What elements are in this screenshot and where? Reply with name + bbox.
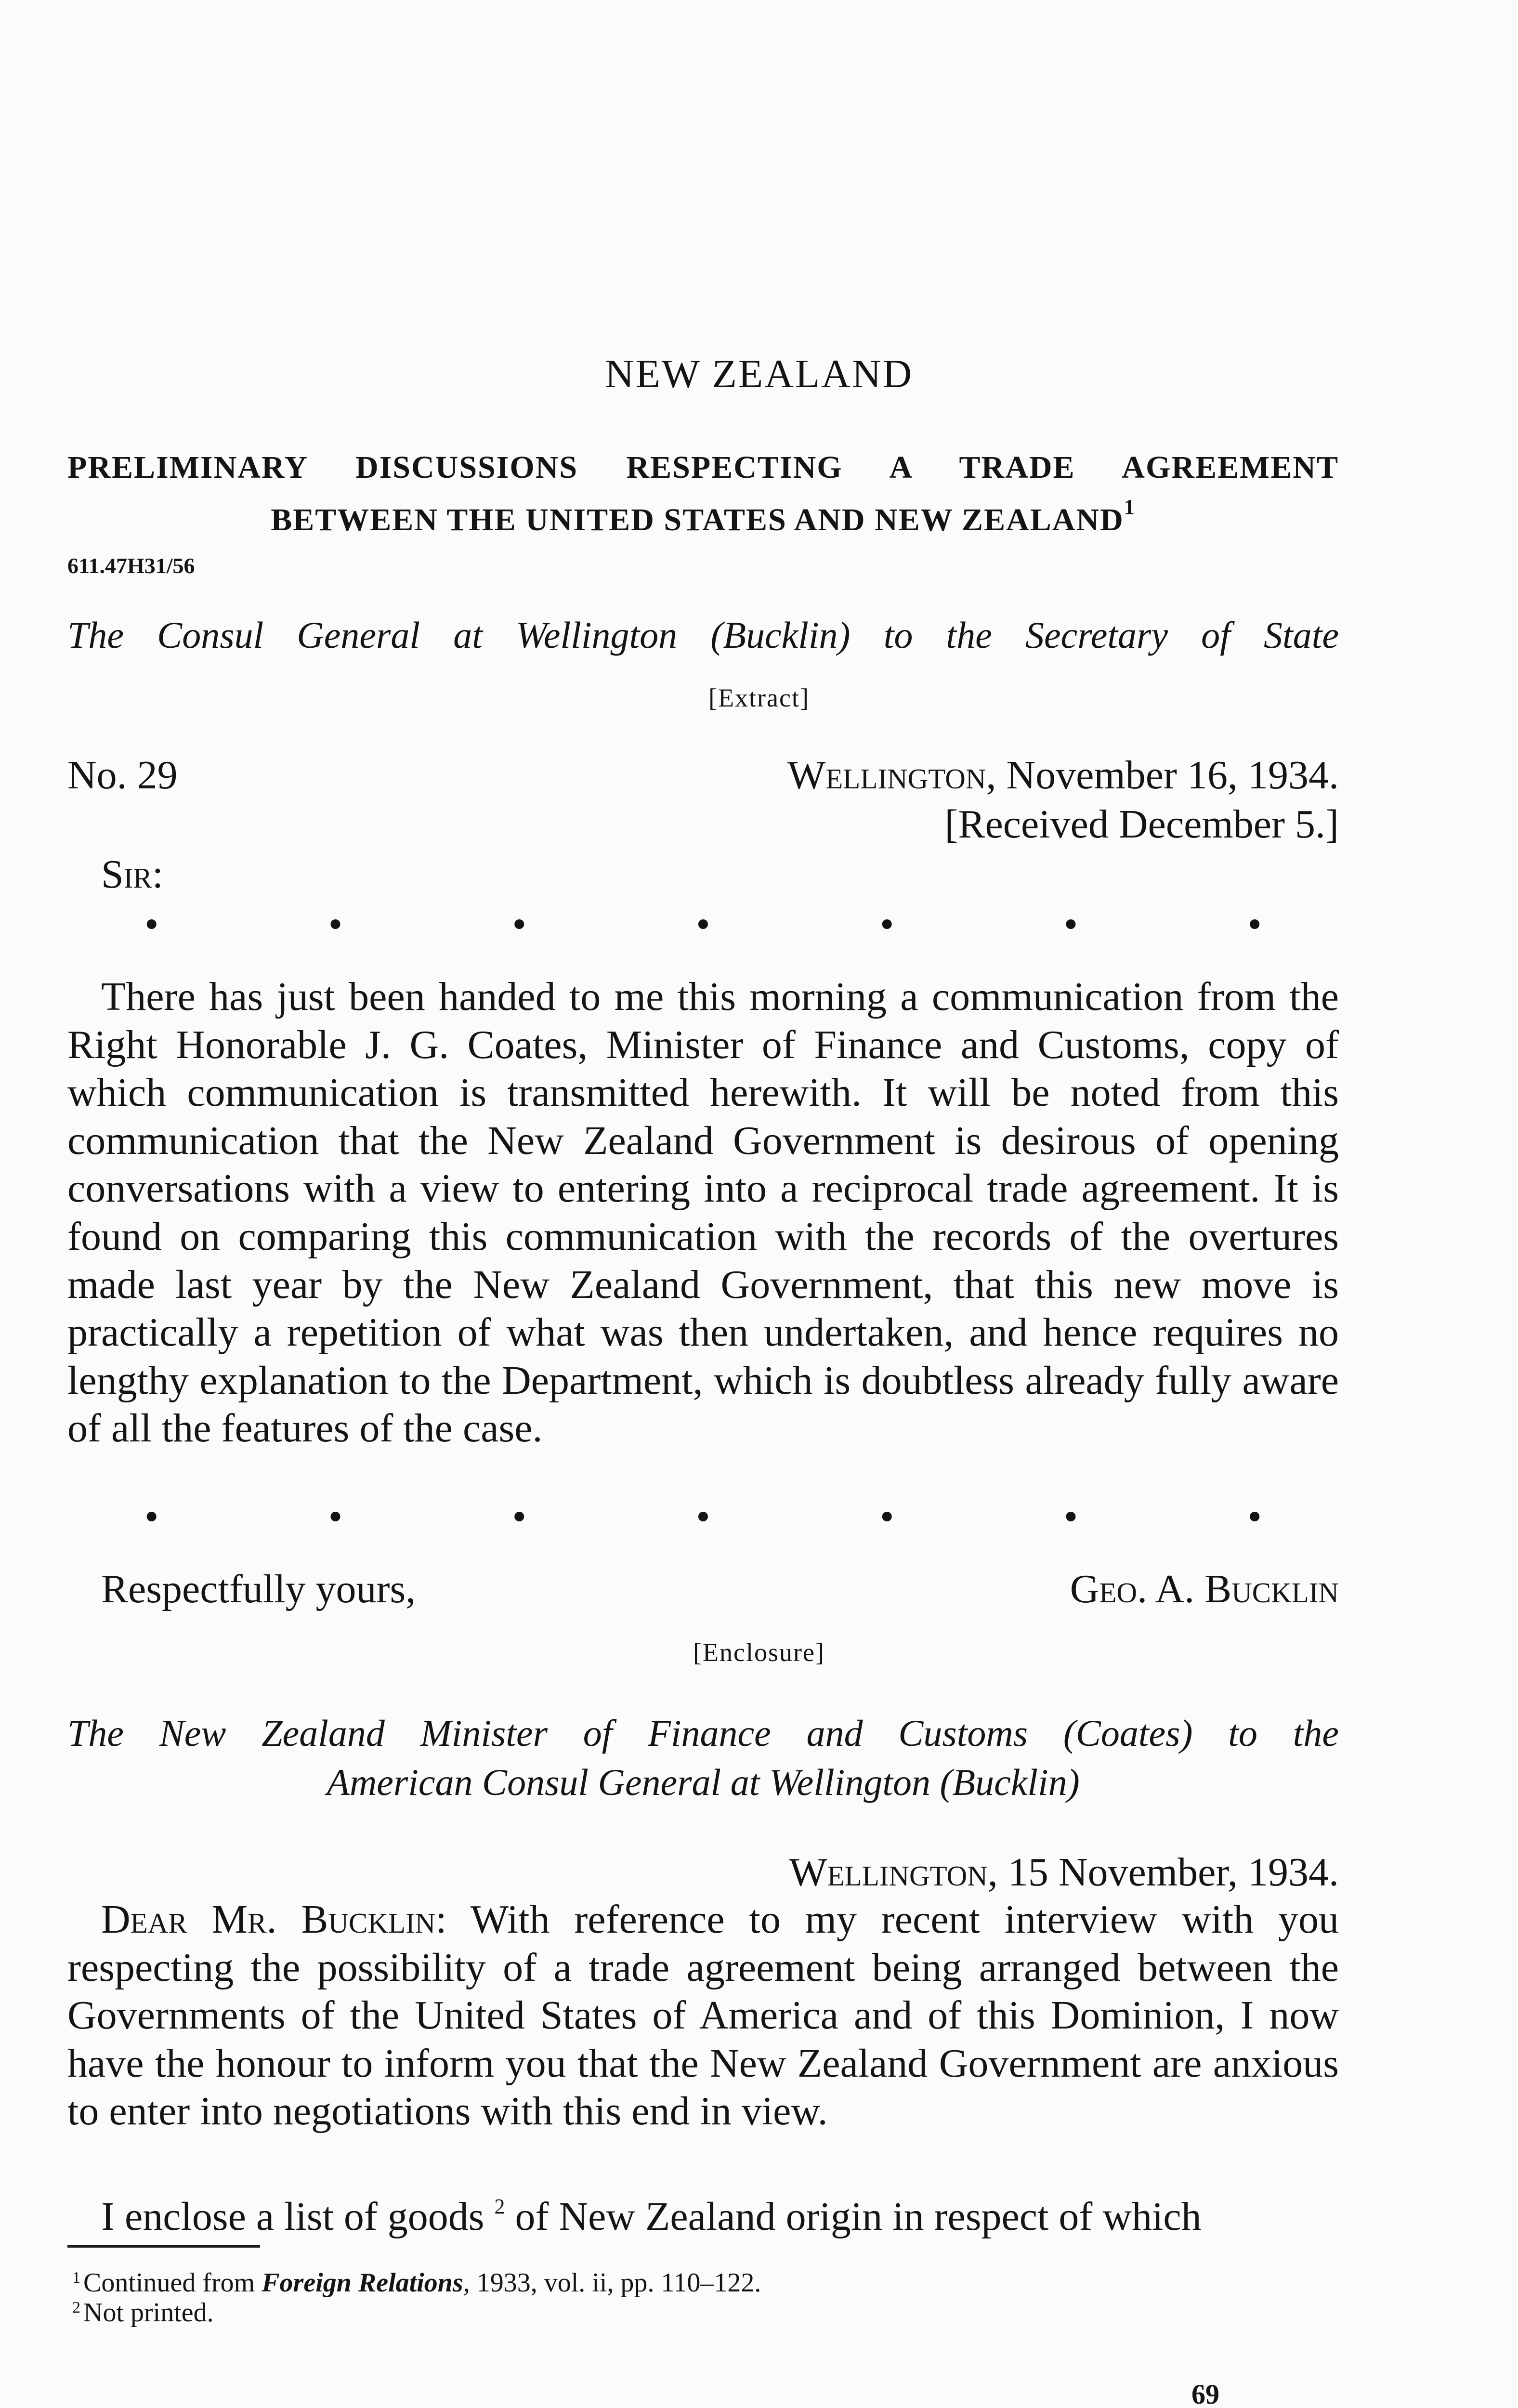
footnote-ref-1: 1 (1124, 495, 1136, 519)
omission-dot: • (144, 1494, 159, 1539)
dateline-date: , November 16, 1934. (986, 753, 1339, 798)
footnote-rule (67, 2245, 260, 2248)
omission-dots-bottom (144, 1494, 1262, 1539)
enclosure-title (67, 1709, 1339, 1807)
enclosure-title-line1: The New Zealand Minister of Finance and Customs (Coates) to the (67, 1712, 1339, 1754)
footnote-1-mark: 1 (72, 2269, 80, 2287)
enclosure-paragraph-2 (67, 2183, 1339, 2241)
section-heading-line1: PRELIMINARY DISCUSSIONS RESPECTING A TRADE AGREEMENT (67, 450, 1339, 485)
section-heading (67, 448, 1339, 540)
enclosure-salutation: Dear Mr. Bucklin (101, 1897, 436, 1942)
enclosure-title-line2: American Consul General at Wellington (Bucklin) (327, 1761, 1080, 1803)
omission-dot: • (1063, 1494, 1078, 1539)
page-number: 69 (1191, 2379, 1219, 2408)
salutation-text: Sir (101, 852, 152, 897)
footnote-2 (72, 2293, 214, 2327)
footnote-1-text: Continued from (83, 2268, 262, 2298)
omission-dot: • (144, 902, 159, 947)
omission-dots-top (144, 902, 1262, 947)
enclosure-label: [Enclosure] (693, 1638, 825, 1667)
despatch-number: No. 29 (67, 753, 178, 798)
footnote-2-text: Not printed. (83, 2298, 214, 2328)
omission-dot: • (328, 902, 343, 947)
file-number: 611.47H31/56 (67, 553, 195, 578)
country-heading: NEW ZEALAND (604, 352, 914, 396)
omission-dot: • (696, 1494, 710, 1539)
signature: Geo. A. Bucklin (1070, 1567, 1339, 1611)
letter-title: The Consul General at Wellington (Bucklin) to the Secretary of State (67, 614, 1339, 656)
dateline-place: Wellington (787, 753, 986, 798)
omission-dot: • (1247, 902, 1262, 947)
omission-dot: • (696, 902, 710, 947)
omission-dot: • (328, 1494, 343, 1539)
section-heading-line2-text: BETWEEN THE UNITED STATES AND NEW ZEALAND (271, 502, 1124, 537)
salutation-punct: : (152, 852, 164, 897)
omission-dot: • (1247, 1494, 1262, 1539)
section-heading-line2 (67, 487, 1339, 540)
enclosure-dateline-place: Wellington (789, 1850, 988, 1895)
enclosure-paragraph-2-end: of New Zealand origin in respect of which (515, 2194, 1202, 2239)
omission-dot: • (880, 1494, 894, 1539)
omission-dot: • (512, 902, 526, 947)
extract-note: [Extract] (708, 683, 810, 712)
omission-dot: • (1063, 902, 1078, 947)
footnote-2-mark: 2 (72, 2299, 80, 2316)
enclosure-paragraph-1-text: : With reference to my recent interview with you respecting the possibility of a trade agreement being arranged between the Governments of the United States of America and of this Dominion, I now have the honour to inform you that the New Zealand Government are anxious to enter into negotiations with this end in view. (67, 1897, 1339, 2134)
received-note: [Received December 5.] (944, 802, 1339, 847)
letter-body-paragraph: There has just been handed to me this morning a communication from the Right Honorable J. G. Coates, Minister of Finance and Customs, copy of which communication is transmitted herewith. It will be noted from this communication that the New Zealand Government is desirous of opening conversations with a view to entering into a reciprocal trade agreement. It is found on comparing this communication with the records of the overtures made last year by the New Zealand Government, that this new move is practically a repetition of what was then undertaken, and hence requires no lengthy explanation to the Department, which is doubtless already fully aware of all the features of the case. (67, 974, 1339, 1451)
footnote-1 (72, 2264, 761, 2297)
omission-dot: • (512, 1494, 526, 1539)
omission-dot: • (880, 902, 894, 947)
enclosure-dateline-date: , 15 November, 1934. (987, 1850, 1339, 1895)
footnote-1-rest: , 1933, vol. ii, pp. 110–122. (463, 2268, 761, 2298)
salutation (101, 851, 163, 899)
letter-dateline (787, 751, 1339, 799)
footnote-1-source: Foreign Relations (262, 2268, 463, 2298)
enclosure-paragraph-1 (67, 1896, 1339, 2135)
enclosure-paragraph-2-start: I enclose a list of goods (101, 2194, 484, 2239)
closing: Respectfully yours, (101, 1567, 416, 1611)
footnote-ref-2: 2 (494, 2195, 505, 2218)
enclosure-dateline (789, 1848, 1339, 1897)
